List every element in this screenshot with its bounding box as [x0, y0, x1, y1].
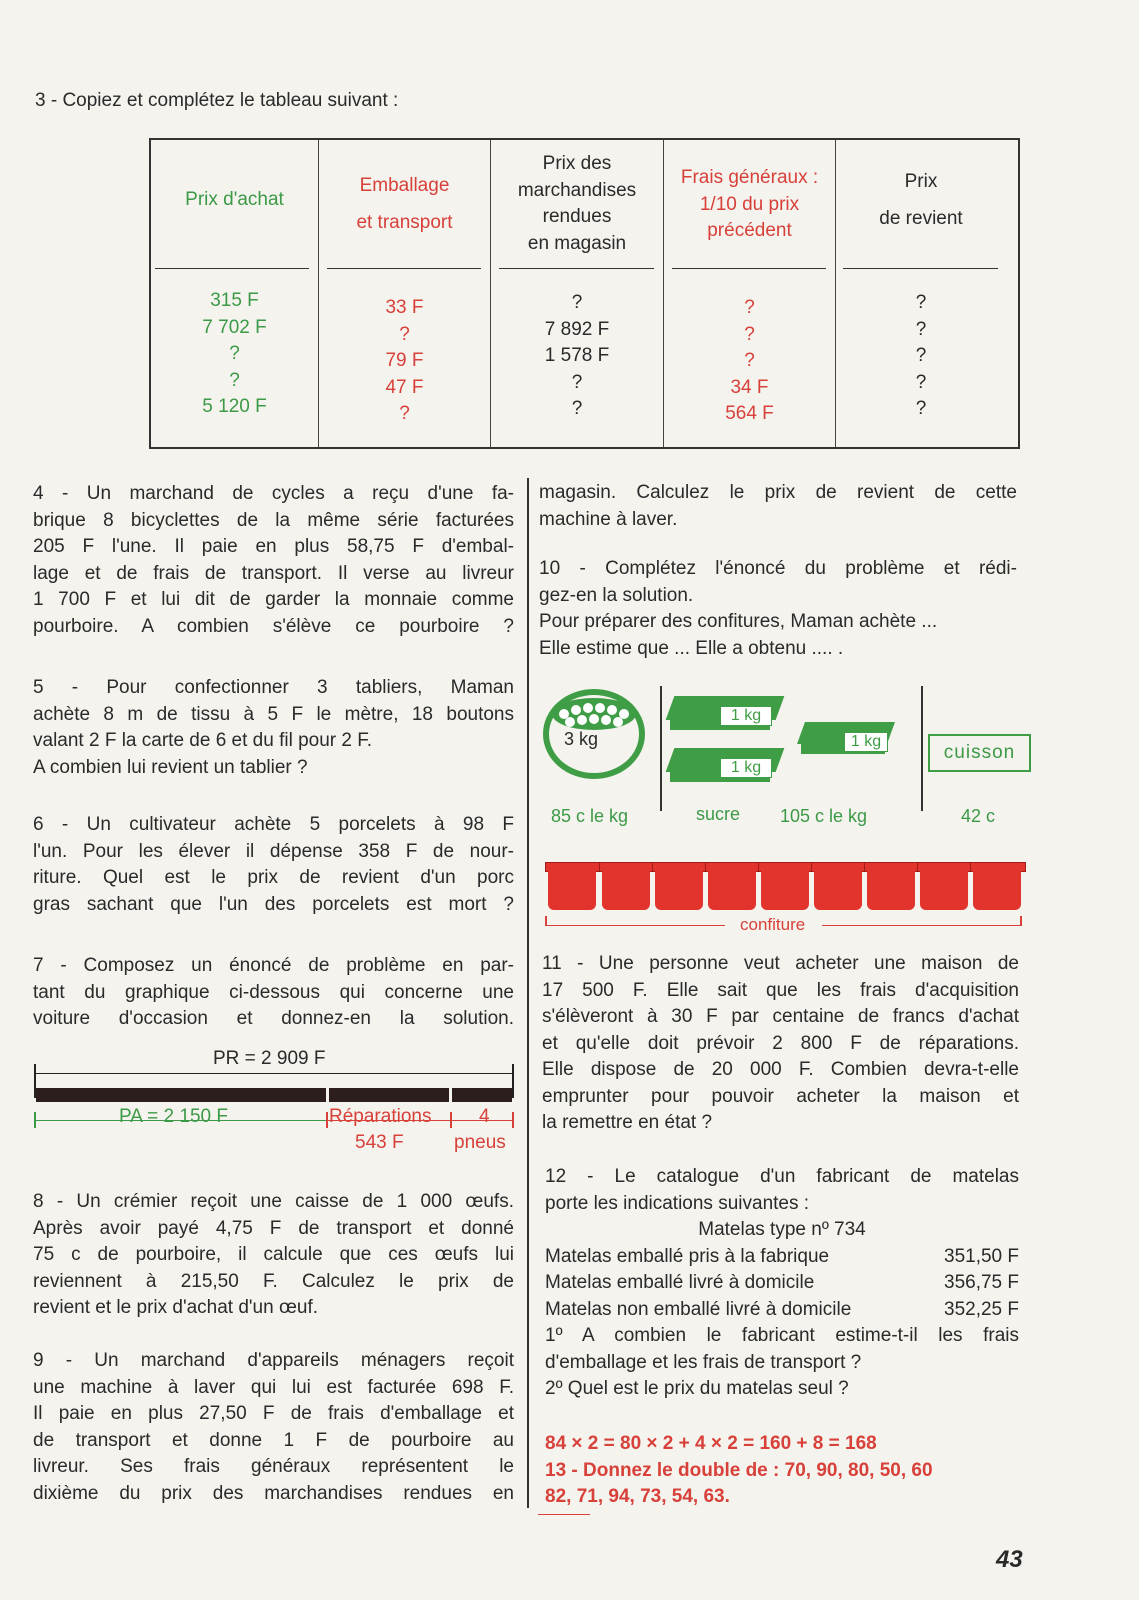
ex3-title: 3 - Copiez et complétez le tableau suivant :	[35, 90, 399, 111]
exercise-11: 11 - Une personne veut acheter une maison de 17 500 F. Elle sait que les frais d'acquisition s'élèveront à 30 F par centaine de francs d'achat et qu'elle doit prévoir 2 800 F de réparations. Elle dispose de 20 000 F. Combien devra-t-elle emprunter pour pouvoir acheter la maison et la remettre en état ?	[542, 953, 1019, 1133]
exercise-7: 7 - Composez un énoncé de problème en par- tant du graphique ci-dessous qui concerne une voiture d'occasion et donnez-en la solution.	[33, 955, 514, 1029]
col-revient: ? ? ? ? ?	[915, 292, 927, 419]
header-prix-magasin: Prix des marchandises rendues en magasin	[517, 153, 637, 254]
exercise-10: 10 - Complétez l'énoncé du problème et rédi- gez-en la solution. Pour préparer des confitures, Maman achète ... Elle estime que ... Elle a obtenu .... .	[539, 558, 1017, 659]
col-emballage: 33 F ? 79 F 47 F ?	[385, 297, 424, 424]
cuisson-box: cuisson	[928, 734, 1031, 772]
header-emballage: Emballage et transport	[356, 175, 453, 233]
confiture-label: confiture	[740, 915, 806, 934]
graph-7	[33, 1040, 517, 1170]
exercise-12: 12 - Le catalogue d'un fabricant de matelas porte les indications suivantes : Matelas type nº 734 Matelas emballé pris à la fabrique 351,50 F Matelas emballé livré à domicile 356,75 F Matelas non emballé livré à domicile 352,25 F 1º A combien le fabricant estime-t-il les frais d'emballage et les frais de transport ? 2º Quel est le prix du matelas seul ?	[545, 1166, 1019, 1399]
header-revient: Prix de revient	[879, 171, 963, 229]
pneus-label: pneus	[454, 1132, 506, 1153]
column-divider	[527, 478, 529, 1508]
matelas-type: Matelas type nº 734	[698, 1219, 866, 1240]
sucre-label: sucre	[696, 804, 741, 824]
page-number: 43	[996, 1546, 1023, 1573]
basket-price: 85 c le kg	[551, 806, 629, 826]
exercise-9: 9 - Un marchand d'appareils ménagers reçoit une machine à laver qui lui est facturée 698 F. Il paie en plus 27,50 F de frais d'emballage et de transport et donne 1 F de pourboire au livreur. Ses frais généraux représentent le dixième du prix des marchandises rendues en	[33, 1350, 514, 1504]
matelas-row: Matelas emballé pris à la fabrique 351,50 F	[545, 1245, 1019, 1267]
exercise-6: 6 - Un cultivateur achète 5 porcelets à 98 F l'un. Pour les élever il dépense 358 F de nour- riture. Quel est le prix de revient d'un porc gras sachant que l'un des porcelets est mort ?	[33, 814, 514, 915]
matelas-row: Matelas non emballé livré à domicile 352,25 F	[545, 1298, 1019, 1320]
col-prix-achat: 315 F 7 702 F ? ? 5 120 F	[202, 290, 267, 417]
col-prix-magasin: ? 7 892 F 1 578 F ? ?	[544, 292, 610, 419]
header-frais: Frais généraux : 1/10 du prix précédent	[680, 167, 819, 241]
cuisson-price: 42 c	[961, 806, 996, 826]
sucre-price: 105 c le kg	[780, 806, 868, 826]
sucre-kg-2: 1 kg	[720, 758, 772, 778]
exercise-9-continued: magasin. Calculez le prix de revient de cette machine à laver.	[539, 482, 1017, 530]
exercise-8: 8 - Un crémier reçoit une caisse de 1 000 œufs. Après avoir payé 4,75 F de transport et donné 75 c de pourboire, il calcule que ces œufs lui reviennent à 215,50 F. Calculez le prix de revient et le prix d'achat d'un œuf.	[33, 1191, 514, 1318]
matelas-row: Matelas emballé livré à domicile 356,75 F	[545, 1272, 1019, 1293]
exercise-4: 4 - Un marchand de cycles a reçu d'une fa- brique 8 bicyclettes de la même série facturées 205 F l'une. Il paie en plus 58,75 F d'embal- lage et de frais de transport. Il verse au livreur 1 700 F et lui dit de garder la monnaie comme pourboire. A combien s'élève ce pourboire ?	[33, 483, 514, 637]
basket-weight: 3 kg	[564, 729, 599, 749]
pa-label: PA = 2 150 F	[119, 1106, 228, 1127]
exercise-13: 84 × 2 = 80 × 2 + 4 × 2 = 160 + 8 = 168 13 - Donnez le double de : 70, 90, 80, 50, 60 82, 71, 94, 73, 54, 63.	[545, 1433, 933, 1507]
sucre-kg-3: 1 kg	[844, 732, 888, 752]
pr-label: PR = 2 909 F	[213, 1048, 326, 1069]
sucre-kg-1: 1 kg	[720, 706, 772, 726]
exercise-5: 5 - Pour confectionner 3 tabliers, Maman achète 8 m de tissu à 5 F le mètre, 18 boutons valant 2 F la carte de 6 et du fil pour 2 F. A combien lui revient un tablier ?	[33, 677, 514, 778]
col-frais: ? ? ? 34 F 564 F	[725, 297, 774, 424]
ex3-table	[149, 138, 1020, 449]
reparations-value: 543 F	[355, 1132, 404, 1153]
pneus-count: 4	[479, 1106, 490, 1127]
reparations-label: Réparations	[329, 1106, 432, 1127]
header-prix-achat: Prix d'achat	[185, 189, 284, 210]
